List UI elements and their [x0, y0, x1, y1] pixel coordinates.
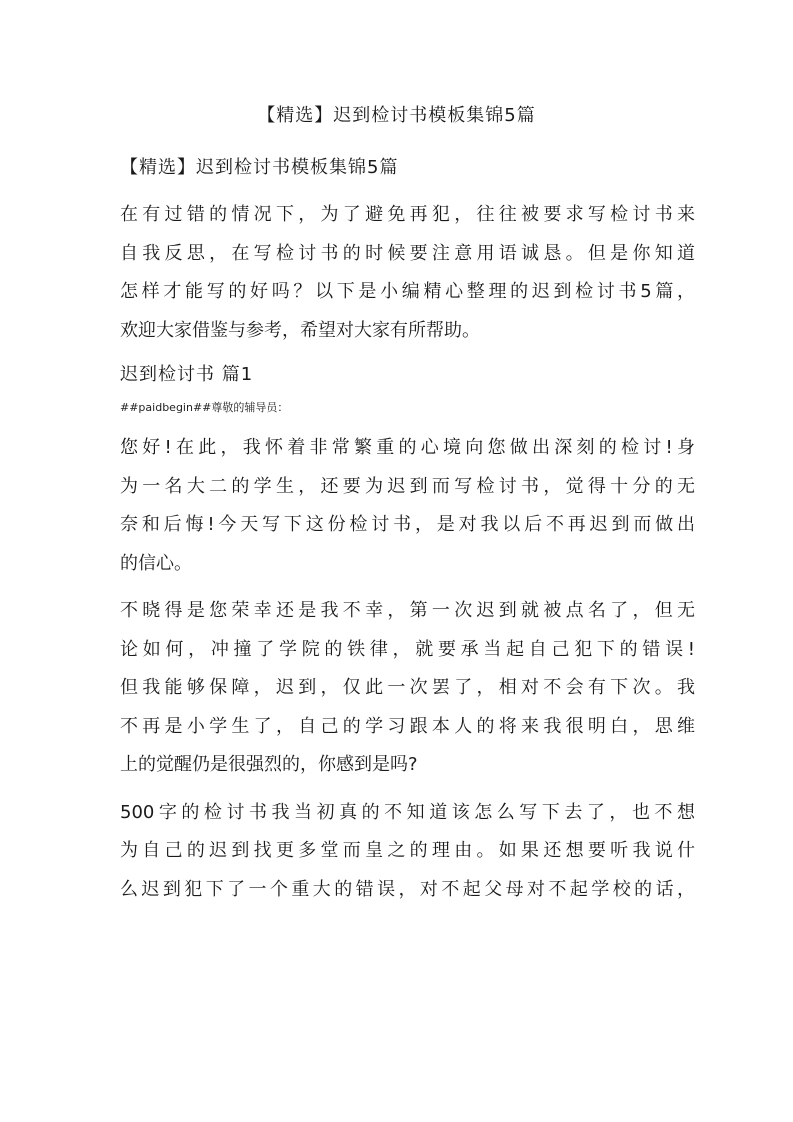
paragraph-line: 为自己的迟到找更多堂而皇之的理由。如果还想要听我说什 — [120, 840, 695, 861]
page-title: 【精选】迟到检讨书模板集锦5篇 — [257, 105, 536, 126]
paragraph-line: 不晓得是您荣幸还是我不幸，第一次迟到就被点名了，但无 — [120, 600, 695, 621]
paragraph-line: 但我能够保障，迟到，仅此一次罢了，相对不会有下次。我 — [120, 677, 695, 698]
body-paragraph-2 — [120, 592, 695, 785]
section-heading: 迟到检讨书 篇1 — [120, 364, 254, 385]
intro-paragraph — [120, 196, 695, 350]
paragraph-line: 奈和后悔!今天写下这份检讨书，是对我以后不再迟到而做出 — [120, 514, 695, 535]
intro-line: 怎样才能写的好吗？以下是小编精心整理的迟到检讨书5篇， — [120, 281, 695, 302]
document-subtitle: 【精选】迟到检讨书模板集锦5篇 — [120, 157, 399, 178]
paragraph-line: 的信心。 — [120, 552, 192, 574]
body-paragraph-1 — [120, 429, 695, 583]
paid-marker-salutation: ##paidbegin##尊敬的辅导员： — [120, 401, 289, 414]
intro-line: 在有过错的情况下，为了避免再犯，往往被要求写检讨书来 — [120, 204, 695, 225]
paragraph-line: 论如何，冲撞了学院的铁律，就要承当起自己犯下的错误! — [120, 638, 695, 660]
paragraph-line: 500字的检讨书我当初真的不知道该怎么写下去了，也不想 — [120, 801, 695, 823]
intro-line: 欢迎大家借鉴与参考，希望对大家有所帮助。 — [120, 319, 480, 341]
document-body — [120, 152, 695, 918]
body-paragraph-3 — [120, 794, 695, 910]
paragraph-line: 为一名大二的学生，还要为迟到而写检讨书，觉得十分的无 — [120, 475, 695, 497]
paragraph-line: 不再是小学生了，自己的学习跟本人的将来我很明白，思维 — [120, 715, 695, 737]
paragraph-line: 上的觉醒仍是很强烈的，你感到是吗? — [120, 754, 418, 775]
intro-line: 自我反思，在写检讨书的时候要注意用语诚恳。但是你知道 — [120, 242, 695, 264]
paragraph-line: 您好!在此，我怀着非常繁重的心境向您做出深刻的检讨!身 — [120, 437, 695, 458]
paragraph-line: 么迟到犯下了一个重大的错误，对不起父母对不起学校的话， — [120, 878, 695, 900]
